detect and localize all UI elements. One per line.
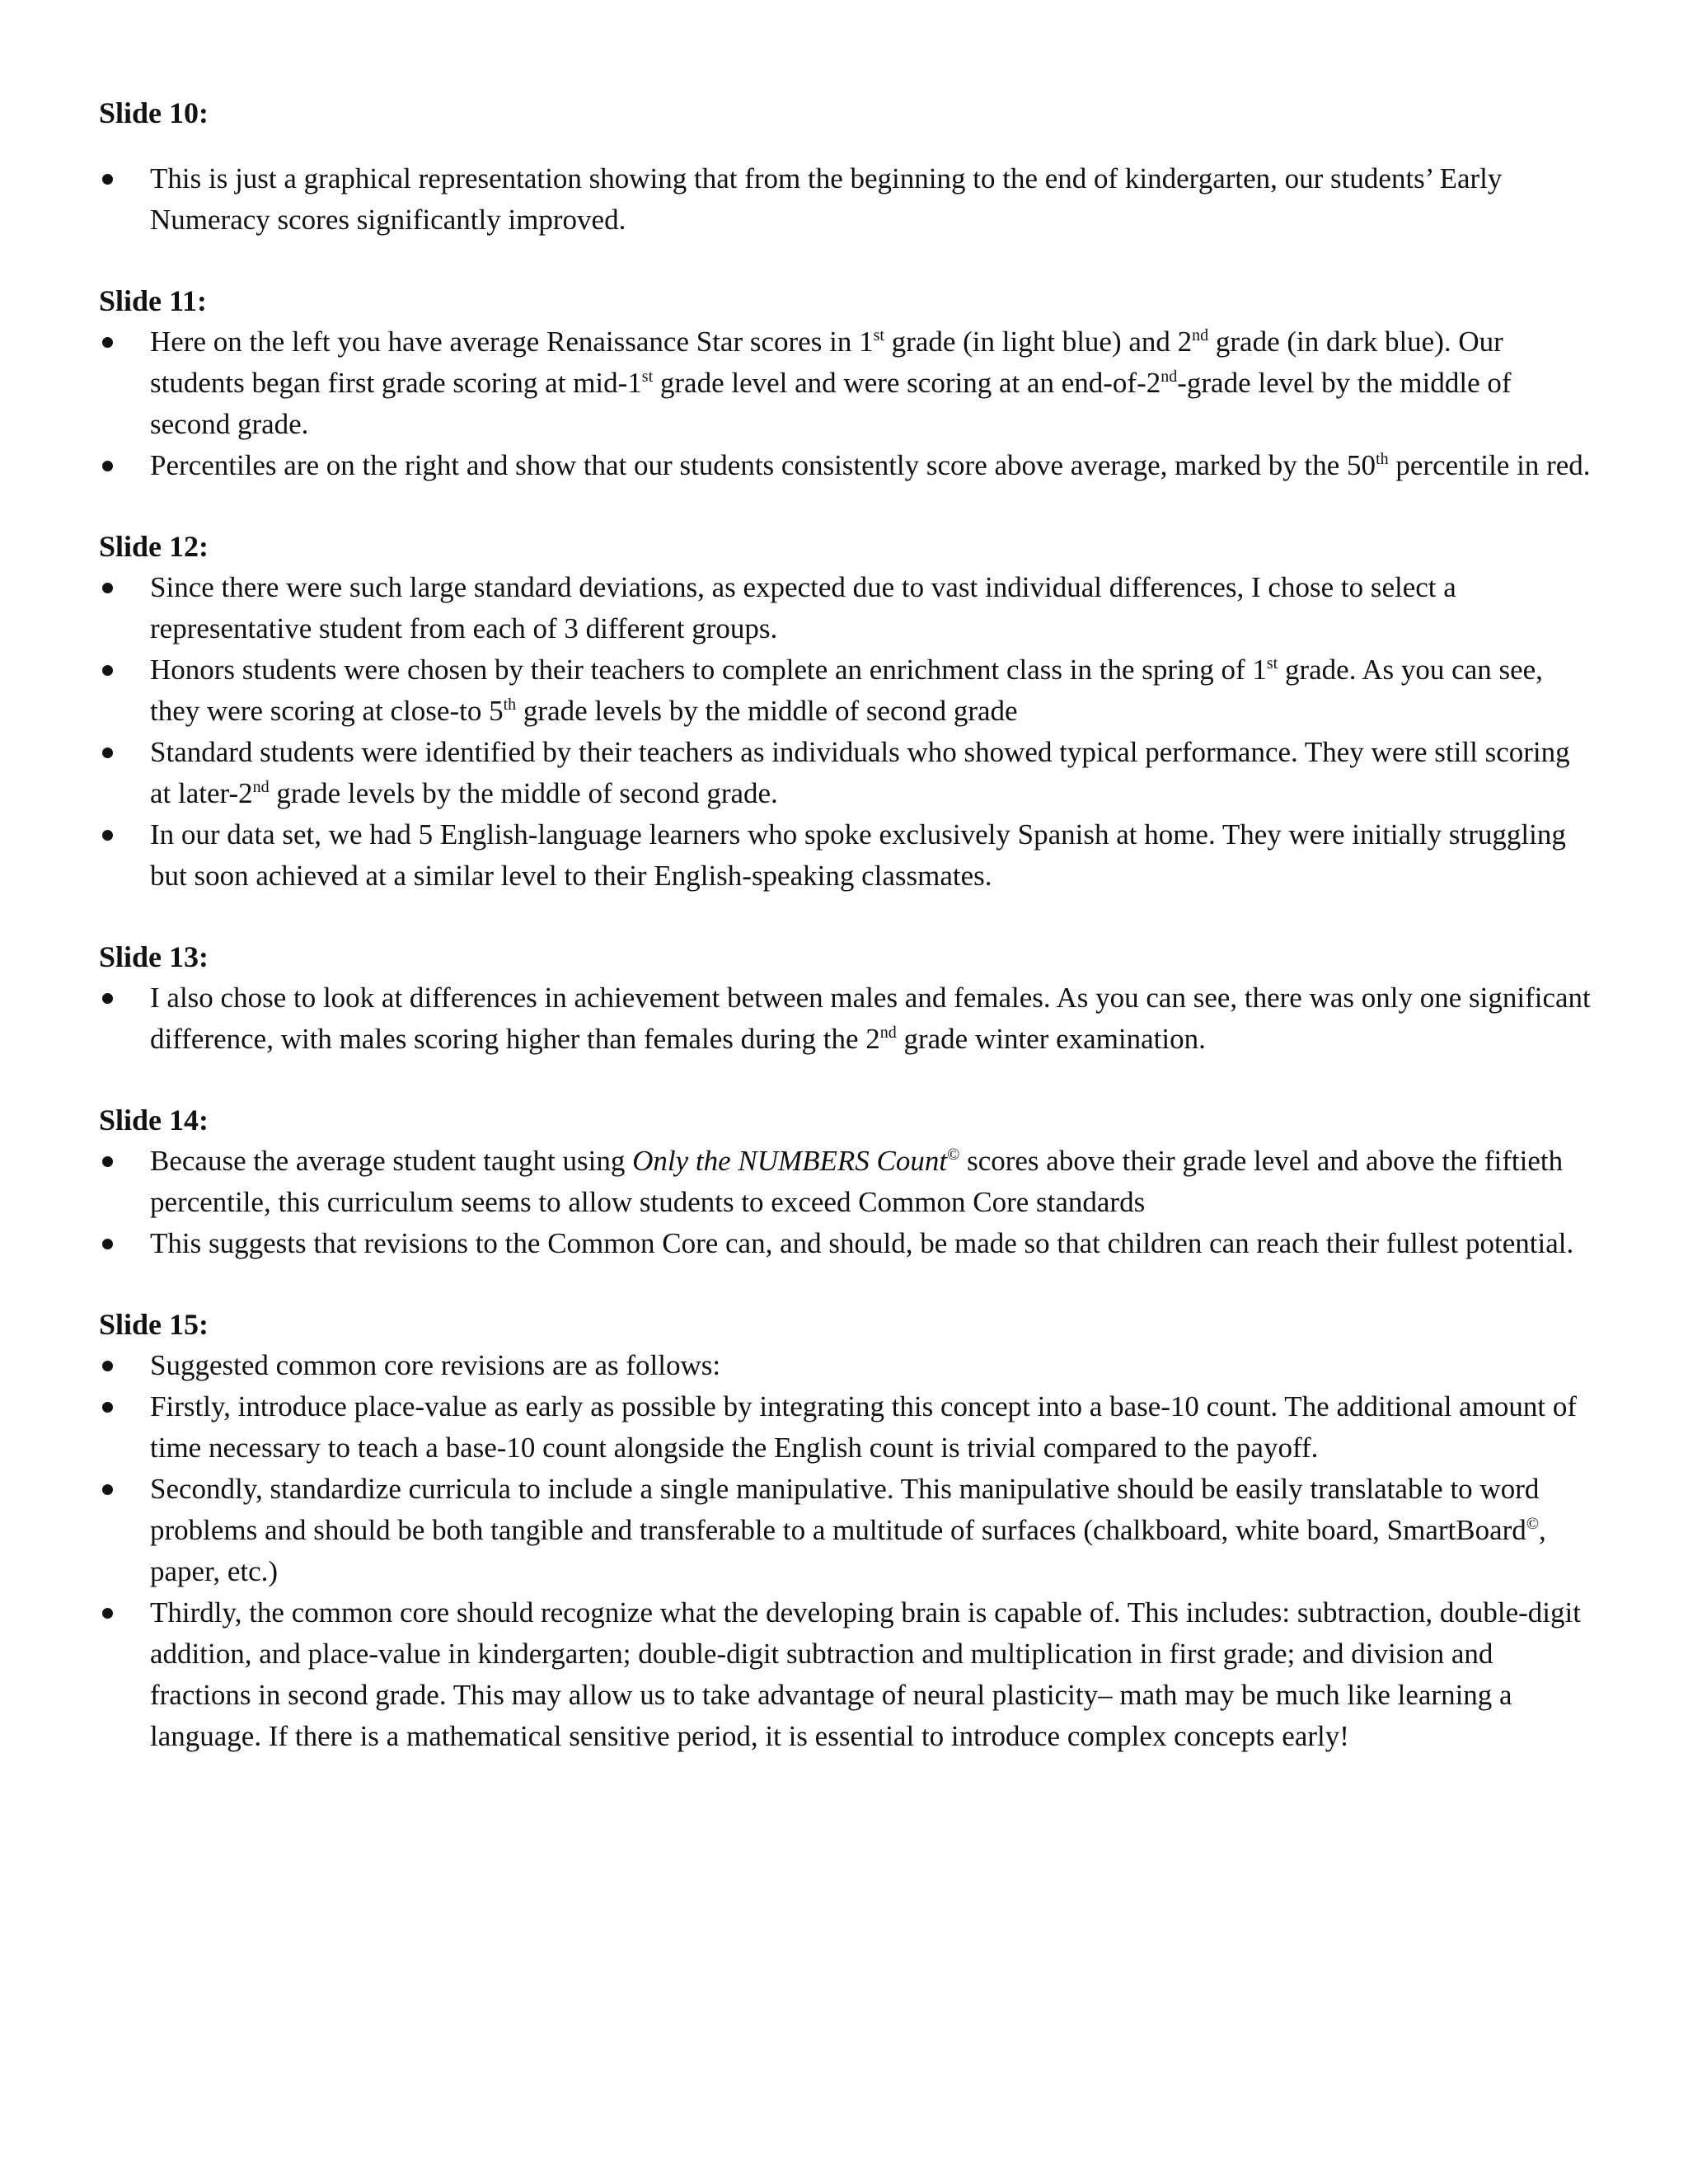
text-run: grade level and were scoring at an end-of-2 [653, 367, 1161, 399]
slide-heading: Slide 14: [99, 1104, 209, 1137]
text-run: -grade level by the middle of second grade. [150, 367, 1512, 440]
slide-heading: Slide 11: [99, 284, 208, 317]
text-run: Thirdly, the common core should recognize what the developing brain is capable of. This includes: subtraction, double-digit addition, and place-value in kindergarten; double-digit subtraction and multiplication in first grade; and division and fractions in second grade. This may allow us to take advantage of neural plasticity– math may be much like learning a language. If there is a mathematical sensitive period, it is essential to introduce complex concepts early! [150, 1596, 1581, 1752]
document-page [99, 92, 1591, 1797]
bullet-item [99, 1141, 1591, 1223]
text-run: Secondly, standardize curricula to include a single manipulative. This manipulative should be easily translatable to word problems and should be both tangible and transferable to a multitude of surfaces (chalkboard, white board, SmartBoard [150, 1473, 1540, 1546]
slide-13-section [99, 936, 1591, 1060]
bullet-item [99, 567, 1591, 649]
text-run: Firstly, introduce place-value as early as possible by integrating this concept into a base-10 count. The additional amount of time necessary to teach a base-10 count alongside the English count is trivial compared to the payoff. [150, 1390, 1578, 1464]
bullet-item [99, 1386, 1591, 1469]
slide-15-section [99, 1304, 1591, 1757]
text-run: grade levels by the middle of second grade [516, 695, 1018, 727]
text-run: This is just a graphical representation showing that from the beginning to the end of kindergarten, our students’ Early Numeracy scores significantly improved. [150, 162, 1503, 236]
bullet-list [99, 1141, 1591, 1264]
text-run: Honors students were chosen by their teachers to complete an enrichment class in the spring of 1 [150, 654, 1267, 686]
bullet-item [99, 445, 1591, 486]
slide-heading: Slide 12: [99, 530, 209, 563]
bullet-item [99, 158, 1591, 241]
slide-11-section [99, 280, 1591, 486]
bullet-item [99, 732, 1591, 814]
text-run: This suggests that revisions to the Common Core can, and should, be made so that children can reach their fullest potential. [150, 1227, 1574, 1259]
bullet-item [99, 977, 1591, 1060]
text-run: grade winter examination. [896, 1023, 1206, 1055]
superscript: st [1266, 654, 1278, 673]
copyright-mark: © [947, 1146, 960, 1164]
slide-heading: Slide 10: [99, 96, 209, 129]
copyright-mark: © [1526, 1515, 1540, 1533]
superscript: th [503, 696, 517, 714]
superscript: st [873, 326, 884, 344]
text-run: Suggested common core revisions are as follows: [150, 1349, 721, 1381]
slide-heading: Slide 13: [99, 940, 209, 973]
text-run: Because the average student taught using [150, 1145, 633, 1177]
slide-12-section [99, 526, 1591, 897]
bullet-item [99, 814, 1591, 897]
bullet-item [99, 1469, 1591, 1592]
superscript: nd [252, 778, 270, 796]
bullet-list [99, 321, 1591, 486]
text-run: Here on the left you have average Renaissance Star scores in 1 [150, 326, 874, 358]
bullet-item [99, 1592, 1591, 1757]
bullet-item [99, 1345, 1591, 1386]
superscript: nd [879, 1024, 897, 1042]
text-run: Percentiles are on the right and show that our students consistently score above average, marked by the 50 [150, 449, 1376, 481]
superscript: th [1376, 450, 1389, 468]
text-run: In our data set, we had 5 English-language learners who spoke exclusively Spanish at home. They were initially struggling but soon achieved at a similar level to their English-speaking classmates. [150, 818, 1566, 892]
slide-14-section [99, 1099, 1591, 1264]
superscript: nd [1192, 326, 1209, 344]
text-run: grade (in dark blue). Our students began first grade scoring at mid-1 [150, 326, 1503, 399]
bullet-list [99, 1345, 1591, 1757]
text-run: grade levels by the middle of second grade. [269, 777, 778, 809]
text-run: grade (in light blue) and 2 [884, 326, 1193, 358]
text-run: , paper, etc.) [150, 1514, 1546, 1587]
bullet-item [99, 1223, 1591, 1264]
bullet-list [99, 977, 1591, 1060]
slide-10-section [99, 92, 1591, 241]
text-run: grade. As you can see, they were scoring at close-to 5 [150, 654, 1543, 727]
text-run: Since there were such large standard deviations, as expected due to vast individual differences, I chose to select a representative student from each of 3 different groups. [150, 571, 1456, 644]
bullet-list [99, 158, 1591, 241]
bullet-list [99, 567, 1591, 897]
bullet-item [99, 649, 1591, 732]
superscript: st [641, 368, 654, 386]
text-run: Standard students were identified by their teachers as individuals who showed typical performance. They were still scoring at later-2 [150, 736, 1570, 809]
slide-heading: Slide 15: [99, 1308, 209, 1341]
bullet-item [99, 321, 1591, 445]
text-run: I also chose to look at differences in achievement between males and females. As you can see, there was only one significant difference, with males scoring higher than females during the 2 [150, 982, 1591, 1055]
curriculum-title: Only the NUMBERS Count [632, 1145, 948, 1177]
text-run: percentile in red. [1388, 449, 1591, 481]
superscript: nd [1160, 368, 1178, 386]
text-run: scores above their grade level and above the fiftieth percentile, this curriculum seems to allow students to exceed Common Core standards [150, 1145, 1564, 1218]
